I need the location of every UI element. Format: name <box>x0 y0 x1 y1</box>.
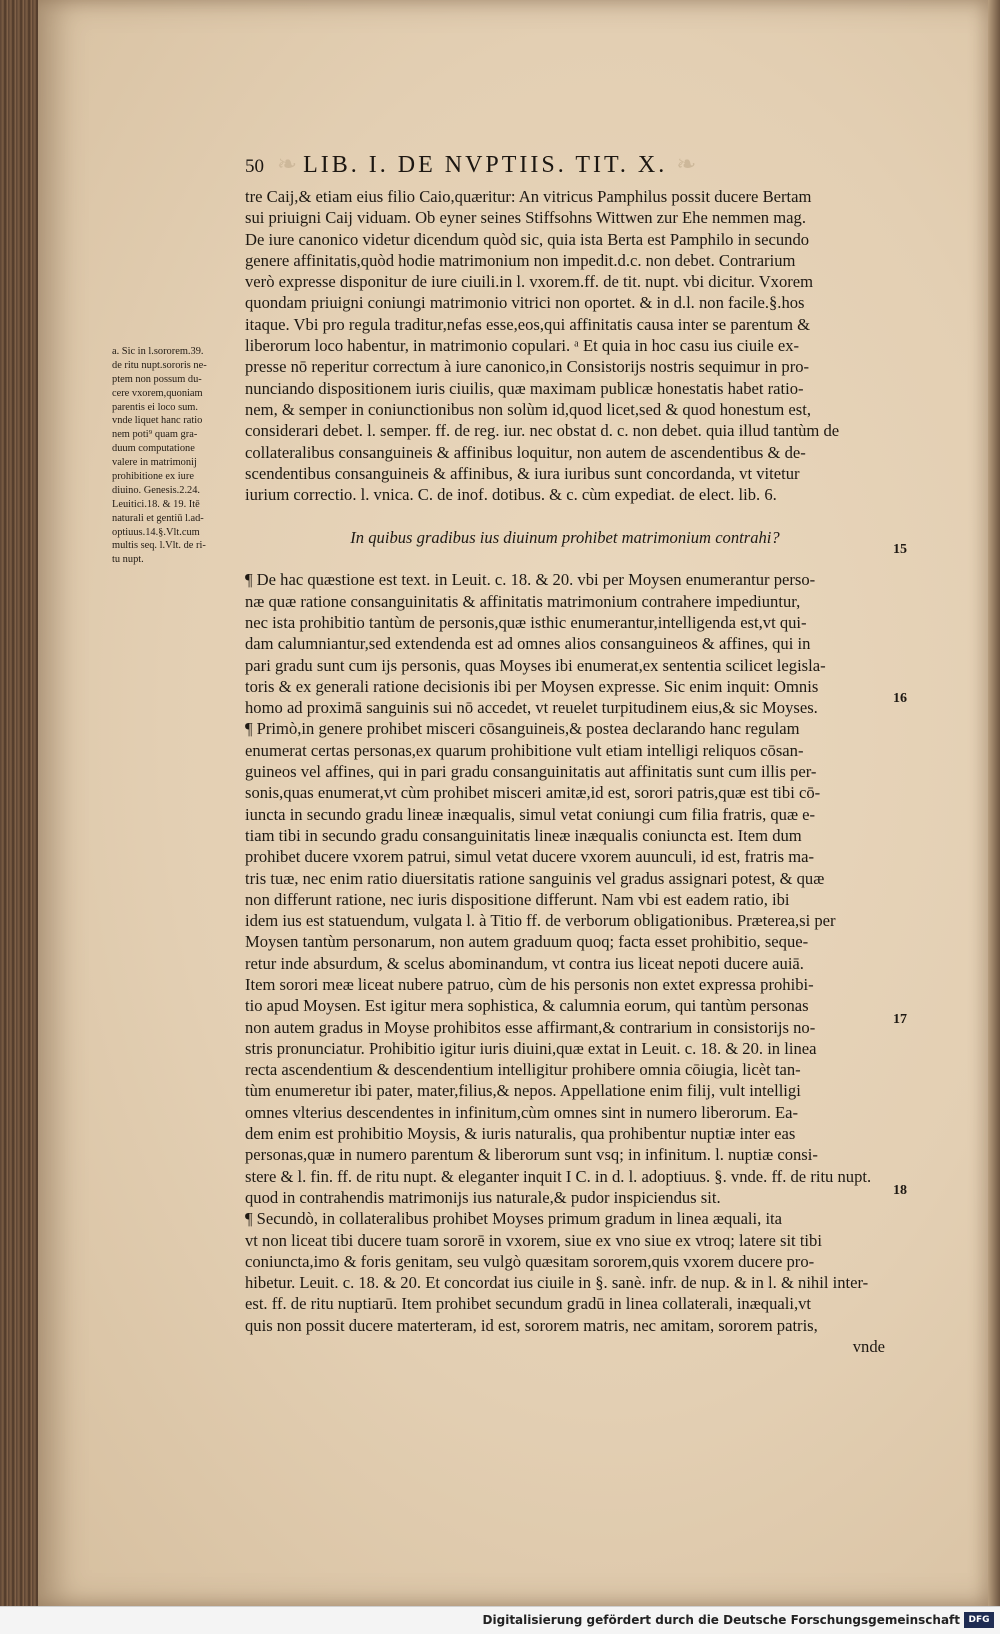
margin-note-line: ptem non possum du- <box>112 373 202 385</box>
section-number: 15 <box>893 542 907 557</box>
text-line: dem enim est prohibitio Moysis, & iuris naturalis, qua prohibentur nuptiæ inter eas <box>245 1124 796 1144</box>
section-number: 16 <box>893 691 907 706</box>
text-line: guineos vel affines, qui in pari gradu consanguinitatis aut affinitatis sunt cum illis per- <box>245 762 817 782</box>
text-line: quod in contrahendis matrimonijs ius naturale,& pudor inspiciendus sit. <box>245 1187 721 1207</box>
margin-note-line: parentis ei loco sum. <box>112 401 198 413</box>
margin-note-line: tu nupt. <box>112 554 144 566</box>
text-line: enumerat certas personas,ex quarum prohibitione vult etiam intelligi reliquos cōsan- <box>245 740 804 760</box>
text-line: vnde <box>852 1337 885 1357</box>
text-line: verò expresse disponitur de iure ciuili.in l. vxorem.ff. de tit. nupt. vbi dicitur. Vxorem <box>245 272 814 292</box>
text-line: itaque. Vbi pro regula traditur,nefas esse,eos,qui affinitatis causa inter se parentum & <box>245 314 811 334</box>
footer-credit: Digitalisierung gefördert durch die Deutsche Forschungsgemeinschaft <box>482 1613 960 1627</box>
margin-note-line: vnde liquet hanc ratio <box>112 415 203 427</box>
text-line: presse nō reperitur correctum à iure canonico,in Consistorijs nostris sequimur in pro- <box>245 357 810 377</box>
text-line: tris tuæ, nec enim ratio diuersitatis ratione sanguinis vel gradus assignari potest, & quæ <box>245 868 825 888</box>
section-number: 17 <box>893 1012 907 1027</box>
text-line: iurium correctio. l. vnica. C. de inof. dotibus. & c. cùm expediat. de elect. lib. 6. <box>245 485 777 505</box>
text-line: ¶ Secundò, in collateralibus prohibet Moyses primum gradum in linea æquali, ita <box>245 1209 783 1229</box>
margin-note-line: valere in matrimonij <box>112 457 197 469</box>
text-line: idem ius est statuendum, vulgata l. à Titio ff. de verborum obligationibus. Præterea,si per <box>245 911 836 931</box>
margin-note-line: optiuus.14.§.Vlt.cum <box>112 526 200 538</box>
main-text-block <box>245 186 885 1357</box>
text-line: coniuncta,imo & foris genitam, seu vulgò quæsitam sororem,quis vxorem ducere pro- <box>245 1251 815 1271</box>
section-heading: In quibus gradibus ius diuinum prohibet matrimonium contrahi? <box>350 527 780 547</box>
text-line: tiam tibi in secundo gradu consanguinitatis lineæ inæqualis coniuncta est. Item dum <box>245 825 802 845</box>
text-line: Item sorori meæ liceat nubere patruo, cùm de his personis non extet expressa prohibi- <box>245 974 814 994</box>
margin-note-line: a. Sic in l.sororem.39. <box>112 346 204 357</box>
margin-note-line: nem poti⁹ quam gra- <box>112 429 198 441</box>
book-spine-edge <box>0 0 38 1633</box>
text-line: nunciando dispositionem iuris ciuilis, quæ maximam publicæ honestatis habet ratio- <box>245 378 804 398</box>
text-line: retur inde absurdum, & scelus abominandum, vt contra ius liceat nepoti ducere auiā. <box>245 953 804 973</box>
text-line: non differunt ratione, nec iuris dispositione differunt. Nam vbi est eadem ratio, ibi <box>245 889 790 909</box>
text-line: scendentibus consanguineis & affinibus, & iura iuribus sunt concordanda, vt vitetur <box>245 463 800 483</box>
text-line: tre Caij,& etiam eius filio Caio,quæritur: An vitricus Pamphilus possit ducere Bertam <box>245 187 812 206</box>
text-line: vt non liceat tibi ducere tuam sororē in vxorem, siue ex vno siue ex vtroq; latere sit tibi <box>245 1230 822 1250</box>
text-line: iuncta in secundo gradu lineæ inæqualis, simul vetat coniungi cum filia fratris, quæ e- <box>245 804 816 824</box>
margin-note <box>112 345 244 567</box>
text-line: recta ascendentium & descendentium intelligitur prohibere omnia cōiugia, licèt tan- <box>245 1060 801 1080</box>
text-line: est. ff. de ritu nuptiarū. Item prohibet secundum gradū in linea collaterali, inæquali,vt <box>245 1294 812 1314</box>
section-number: 18 <box>893 1183 907 1198</box>
text-line: sonis,quas enumerat,vt cùm prohibet misceri amitæ,id est, sorori patris,quæ est tibi cō- <box>245 783 821 803</box>
text-line: considerari debet. l. semper. ff. de reg. iur. nec obstat d. c. non debet. quia illud tantùm de <box>245 421 840 441</box>
text-line: stere & l. fin. ff. de ritu nupt. & eleganter inquit I C. in d. l. adoptiuus. §. vnde. ff. de ritu nupt. <box>245 1166 872 1186</box>
text-line: genere affinitatis,quòd hodie matrimonium non impedit.d.c. non debet. Contrarium <box>245 250 796 270</box>
text-line: toris & ex generali ratione decisionis ibi per Moysen expresse. Sic enim inquit: Omnis <box>245 676 819 696</box>
margin-note-line: cere vxorem,quoniam <box>112 387 203 399</box>
text-line: homo ad proximā sanguinis sui nō accedet, vt reuelet turpitudinem eius,& sic Moyses. <box>245 698 818 718</box>
margin-note-line: multis seq. l.Vlt. de ri- <box>112 540 206 552</box>
running-header <box>245 150 865 184</box>
text-line: prohibet ducere vxorem patrui, simul vetat ducere vxorem auunculi, id est, fratris ma- <box>245 847 815 867</box>
text-line: Moysen tantùm personarum, non autem graduum quoq; facta esset prohibitio, seque- <box>245 932 809 952</box>
digitization-footer <box>0 1606 1000 1634</box>
ornament-right: ❧ <box>676 152 697 178</box>
text-line: pari gradu sunt cum ijs personis, quas Moyses ibi enumerat,ex sententia scilicet legisla- <box>245 655 826 675</box>
margin-note-line: Leuitici.18. & 19. Itē <box>112 498 200 510</box>
text-line: omnes vlterius descendentes in infinitum,cùm omnes sint in numero liberorum. Ea- <box>245 1102 799 1122</box>
margin-note-line: de ritu nupt.sororis ne- <box>112 359 207 371</box>
text-line: quondam priuigni coniungi matrimonio vitrici non oportet. & in d.l. non facile.§.hos <box>245 293 805 313</box>
text-line: collateralibus consanguineis & affinibus loquitur, non autem de ascendentibus & de- <box>245 442 806 462</box>
margin-note-line: duum computatione <box>112 443 195 455</box>
text-line: sui priuigni Caij viduam. Ob eyner seines Stiffsohns Wittwen zur Ehe nemmen mag. <box>245 208 806 228</box>
ornament-left: ❧ <box>277 152 304 178</box>
text-line: hibetur. Leuit. c. 18. & 20. Et concordat ius ciuile in §. sanè. infr. de nup. & in l. & nihil inter- <box>245 1273 869 1293</box>
running-title: LIB. I. DE NVPTIIS. TIT. X. <box>303 152 668 178</box>
page-right-edge <box>988 0 1000 1606</box>
margin-note-line: diuino. Genesis.2.24. <box>112 484 201 496</box>
dfg-logo: DFG <box>964 1612 994 1628</box>
text-line: tio apud Moysen. Est igitur mera sophistica, & calumnia eorum, qui tantùm personas <box>245 996 809 1016</box>
page-number: 50 <box>245 156 264 177</box>
text-line: dam calumniantur,sed extendenda est ad omnes alios consanguineos & affines, qui in <box>245 634 811 654</box>
margin-note-line: naturali et gentiū l.ad- <box>112 512 204 524</box>
text-line <box>245 548 885 569</box>
margin-note-line: prohibitione ex iure <box>112 471 194 483</box>
text-line: nec ista prohibitio tantùm de personis,quæ isthic enumerantur,intelligenda est,vt qui- <box>245 612 807 632</box>
text-line: næ quæ ratione consanguinitatis & affinitatis matrimonium contrahere impediuntur, <box>245 591 801 611</box>
text-line: De iure canonico videtur dicendum quòd sic, quia ista Berta est Pamphilo in secundo <box>245 229 810 249</box>
text-line: personas,quæ in numero parentum & liberorum sunt vsq; in infinitum. l. nuptiæ consi- <box>245 1145 818 1165</box>
text-line: stris pronunciatur. Prohibitio igitur iuris diuini,quæ extat in Leuit. c. 18. & 20. in linea <box>245 1038 817 1058</box>
text-line: nem, & semper in coniunctionibus non solùm id,quod licet,sed & quod honestum est, <box>245 399 811 419</box>
text-line: ¶ De hac quæstione est text. in Leuit. c. 18. & 20. vbi per Moysen enumerantur perso- <box>245 570 816 590</box>
text-line: liberorum loco habentur, in matrimonio copulari. ᵃ Et quia in hoc casu ius ciuile ex- <box>245 336 800 356</box>
text-line: quis non possit ducere materteram, id est, sororem matris, nec amitam, sororem patris, <box>245 1315 818 1335</box>
text-line: non autem gradus in Moyse prohibitos esse affirmant,& contrarium in consistorijs no- <box>245 1017 816 1037</box>
text-line <box>245 505 885 526</box>
text-line: tùm enumeretur ibi pater, mater,filius,& nepos. Appellatione enim filij, vult intelligi <box>245 1081 801 1101</box>
text-line: ¶ Primò,in genere prohibet misceri cōsanguineis,& postea declarando hanc regulam <box>245 719 800 739</box>
